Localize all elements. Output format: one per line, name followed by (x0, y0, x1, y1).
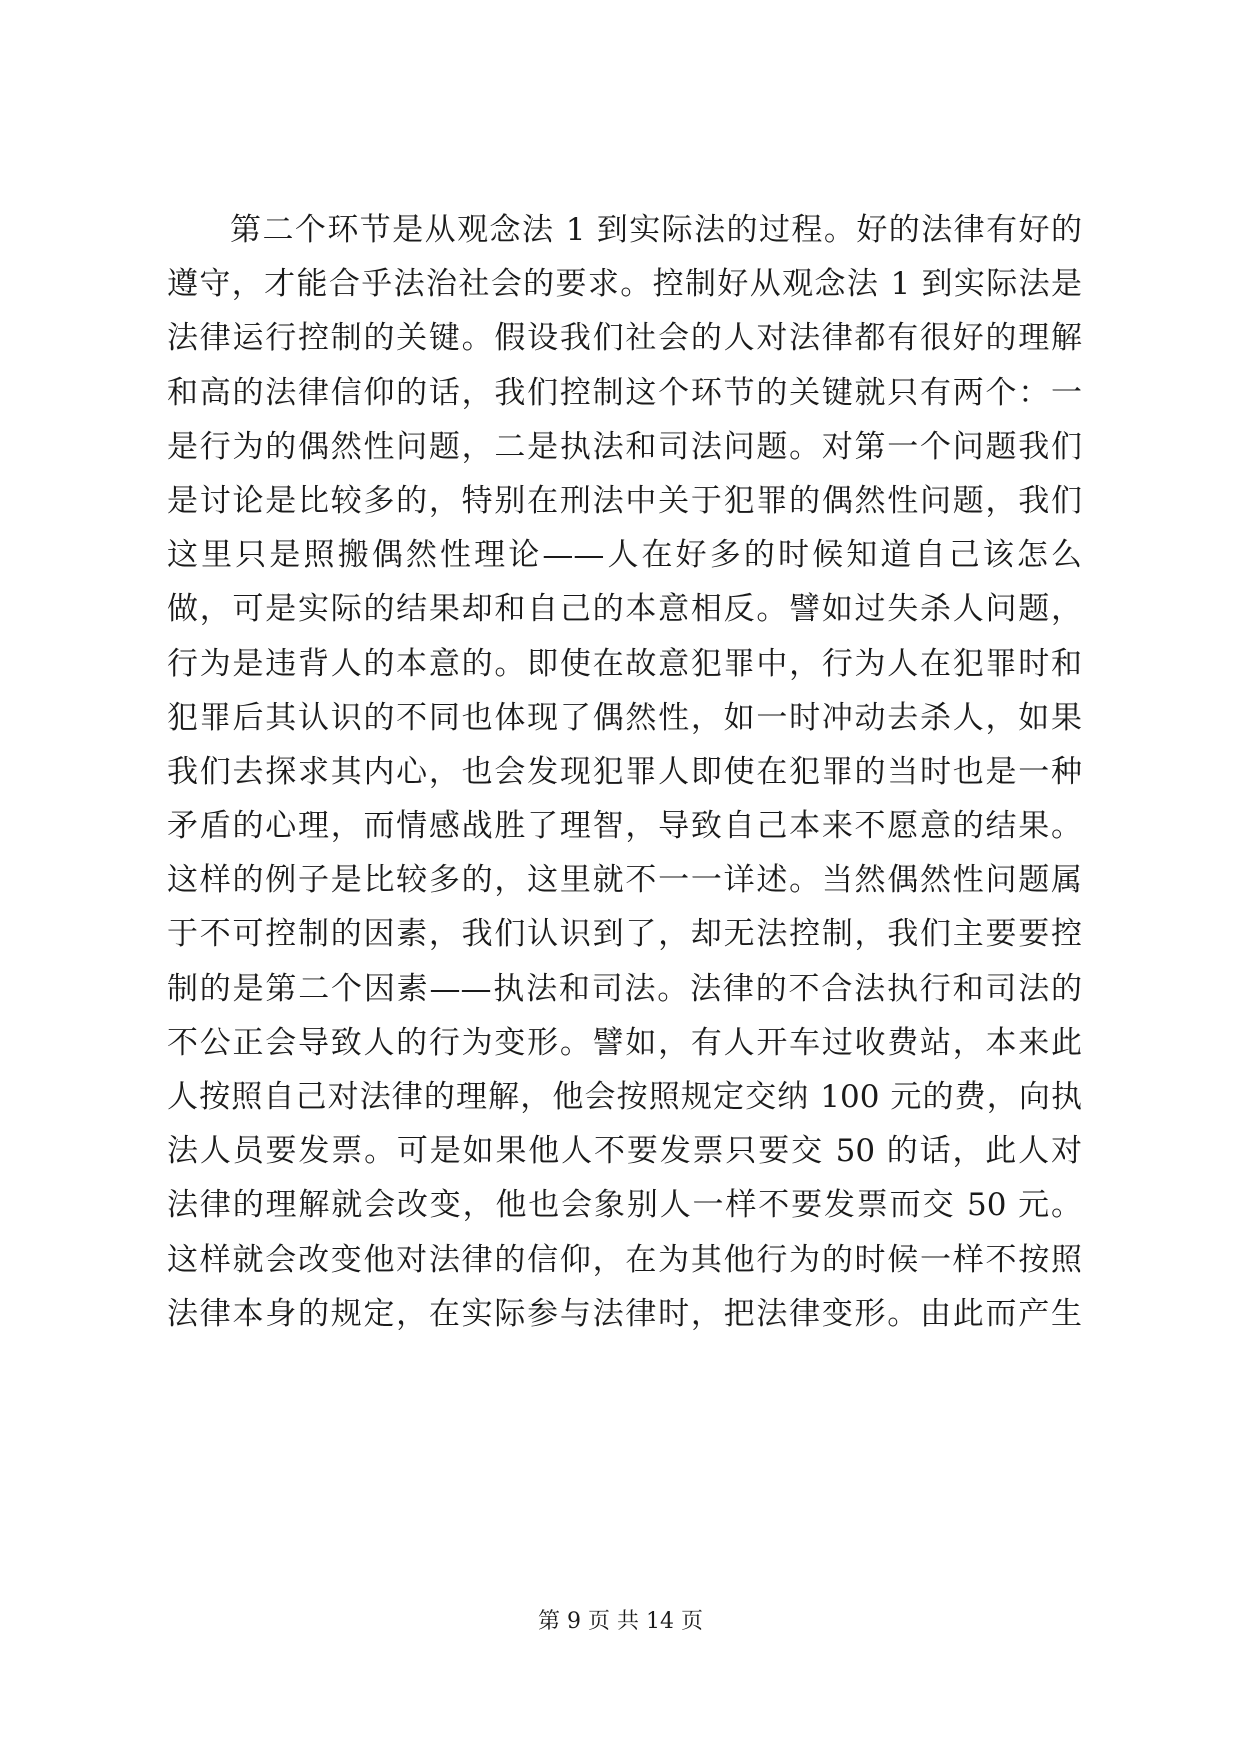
paragraph-line: 是讨论是比较多的，特别在刑法中关于犯罪的偶然性问题，我们 (167, 482, 1082, 519)
paragraph-line: 矛盾的心理，而情感战胜了理智，导致自己本来不愿意的结果。 (167, 808, 1082, 845)
paragraph-line: 做，可是实际的结果却和自己的本意相反。譬如过失杀人问题， (167, 591, 1082, 628)
paragraph-line: 制的是第二个因素——执法和司法。法律的不合法执行和司法的 (167, 970, 1082, 1007)
paragraph-line: 法律本身的规定，在实际参与法律时，把法律变形。由此而产生 (167, 1295, 1082, 1332)
paragraph-line: 遵守，才能合乎法治社会的要求。控制好从观念法 1 到实际法是 (167, 266, 1082, 303)
paragraph-line: 第二个环节是从观念法 1 到实际法的过程。好的法律有好的 (230, 212, 1082, 248)
page-footer: 第 9 页 共 14 页 (538, 1609, 703, 1634)
paragraph-line: 这样的例子是比较多的，这里就不一一详述。当然偶然性问题属 (167, 862, 1082, 899)
paragraph-line: 犯罪后其认识的不同也体现了偶然性，如一时冲动去杀人，如果 (167, 699, 1082, 736)
paragraph-line: 这里只是照搬偶然性理论——人在好多的时候知道自己该怎么 (167, 537, 1082, 574)
body-paragraph (167, 203, 1082, 1341)
paragraph-line: 是行为的偶然性问题，二是执法和司法问题。对第一个问题我们 (167, 428, 1082, 465)
paragraph-line: 这样就会改变他对法律的信仰，在为其他行为的时候一样不按照 (167, 1241, 1082, 1278)
paragraph-line: 不公正会导致人的行为变形。譬如，有人开车过收费站，本来此 (167, 1024, 1082, 1061)
paragraph-line: 人按照自己对法律的理解，他会按照规定交纳 100 元的费，向执 (167, 1079, 1082, 1115)
paragraph-line: 我们去探求其内心，也会发现犯罪人即使在犯罪的当时也是一种 (167, 753, 1082, 790)
paragraph-line: 法律运行控制的关键。假设我们社会的人对法律都有很好的理解 (167, 320, 1082, 357)
paragraph-line: 行为是违背人的本意的。即使在故意犯罪中，行为人在犯罪时和 (167, 645, 1082, 682)
paragraph-line: 和高的法律信仰的话，我们控制这个环节的关键就只有两个：一 (167, 374, 1082, 411)
paragraph-line: 法律的理解就会改变，他也会象别人一样不要发票而交 50 元。 (167, 1187, 1082, 1224)
paragraph-line: 法人员要发票。可是如果他人不要发票只要交 50 的话，此人对 (167, 1133, 1082, 1170)
paragraph-line: 于不可控制的因素，我们认识到了，却无法控制，我们主要要控 (167, 916, 1082, 953)
